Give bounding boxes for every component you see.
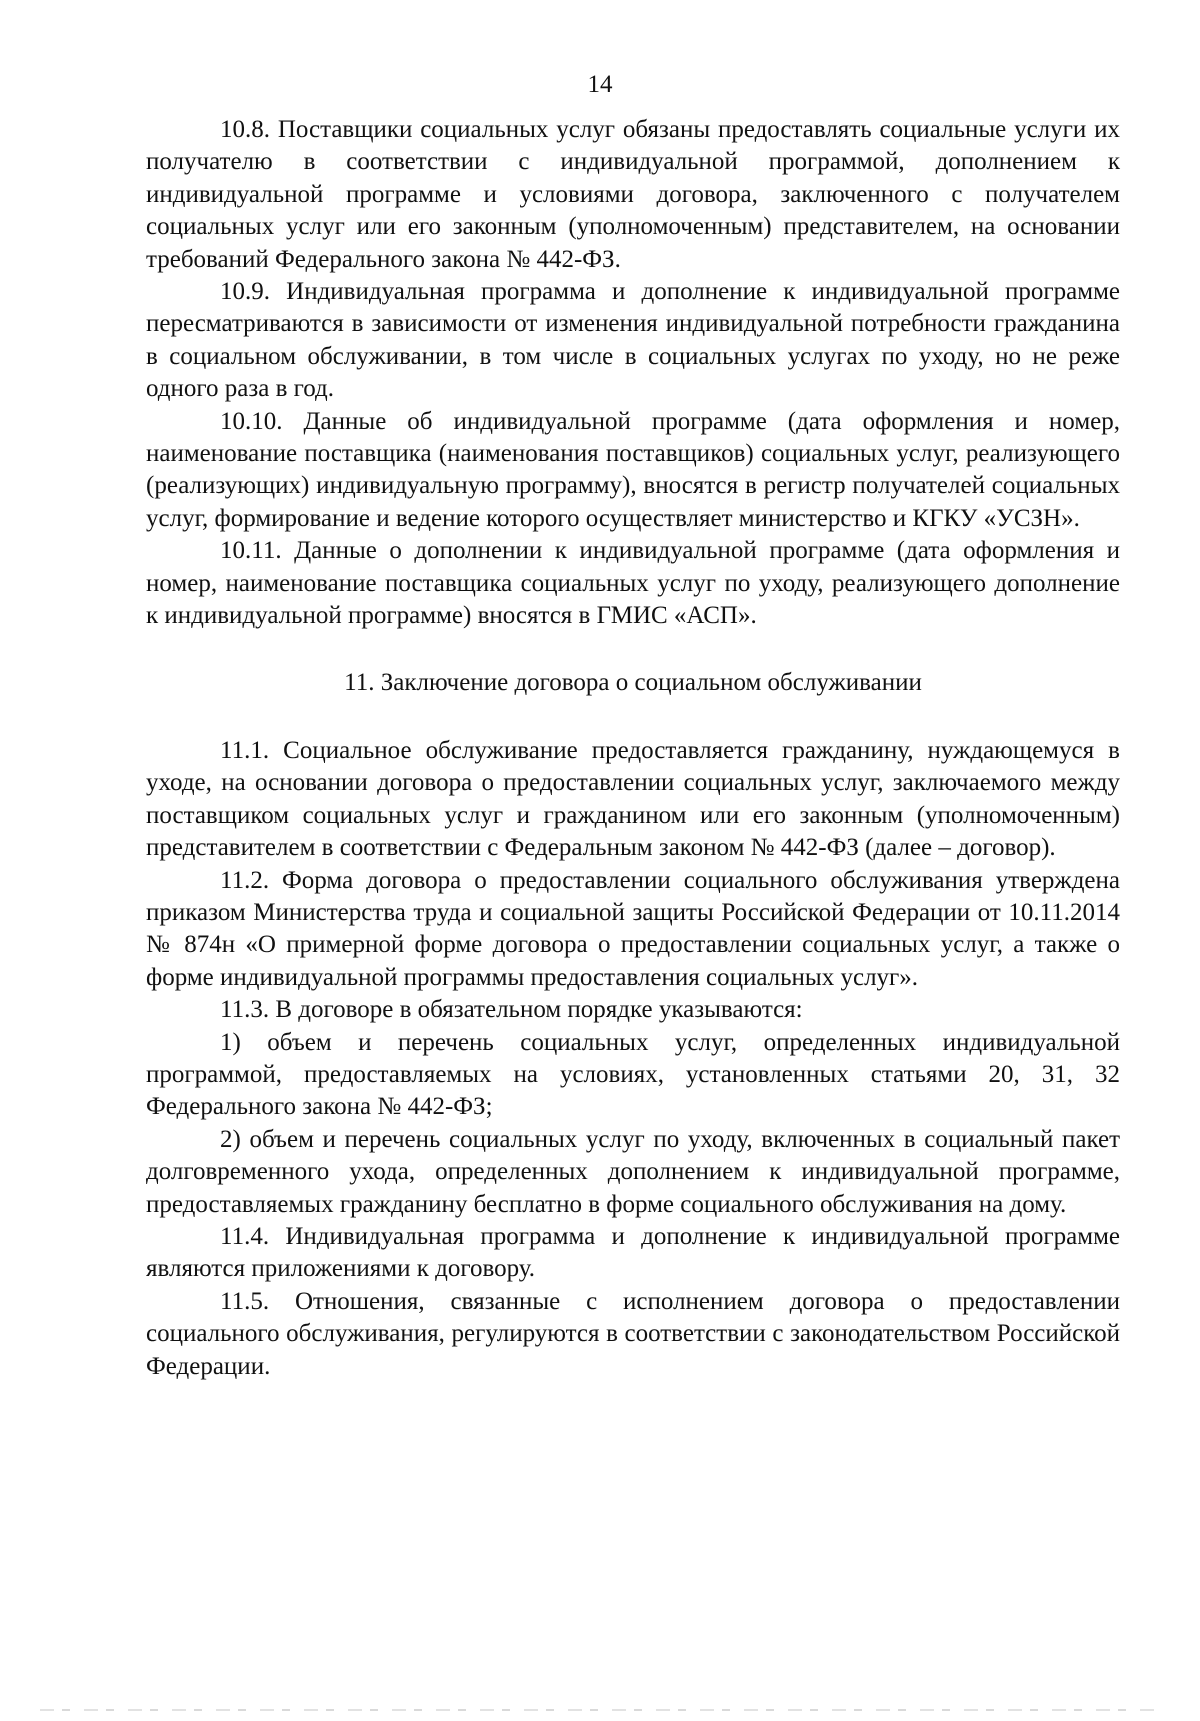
section-heading-11: 11. Заключение договора о социальном обслуживании — [344, 668, 922, 696]
paragraph-11-2: 11.2. Форма договора о предоставлении социального обслуживания утверждена приказом Министерства труда и социальной защиты Российской Федерации от 10.11.2014 № 874н «О примерной форме договора о предоставлении социальных услуг, а также о форме индивидуальной программы предоставления социальных услуг». — [146, 866, 1120, 991]
page-number: 14 — [587, 71, 613, 98]
paragraph-10-8: 10.8. Поставщики социальных услуг обязаны предоставлять социальные услуги их получателю в соответствии с индивидуальной программой, дополнением к индивидуальной программе и условиями договора, заключенного с получателем социальных услуг или его законным (уполномоченным) представителем, на основании требований Федерального закона № 442-ФЗ. — [146, 116, 1120, 273]
list-item-11-3-2: 2) объем и перечень социальных услуг по уходу, включенных в социальный пакет долговременного ухода, определенных дополнением к индивидуальной программе, предоставляемых гражданину бесплатно в форме социального обслуживания на дому. — [146, 1125, 1120, 1218]
paragraph-10-10: 10.10. Данные об индивидуальной программе (дата оформления и номер, наименование поставщика (наименования поставщиков) социальных услуг, реализующего (реализующих) индивидуальную программу), вносятся в регистр получателей социальных услуг, формирование и ведение которого осуществляет министерство и КГКУ «УСЗН». — [146, 407, 1120, 532]
paragraph-10-11: 10.11. Данные о дополнении к индивидуальной программе (дата оформления и номер, наименование поставщика социальных услуг по уходу, реализующего дополнение к индивидуальной программе) вносятся в ГМИС «АСП». — [146, 537, 1120, 630]
list-item-11-3-1: 1) объем и перечень социальных услуг, определенных индивидуальной программой, предоставляемых на условиях, установленных статьями 20, 31, 32 Федерального закона № 442-ФЗ; — [146, 1028, 1120, 1121]
paragraph-11-5: 11.5. Отношения, связанные с исполнением договора о предоставлении социального обслуживания, регулируются в соответствии с законодательством Российской Федерации. — [146, 1287, 1120, 1380]
paragraph-10-9: 10.9. Индивидуальная программа и дополнение к индивидуальной программе пересматриваются в зависимости от изменения индивидуальной потребности гражданина в социальном обслуживании, в том числе в социальных услугах по уходу, но не реже одного раза в год. — [146, 278, 1120, 403]
paragraph-11-4: 11.4. Индивидуальная программа и дополнение к индивидуальной программе являются приложениями к договору. — [146, 1223, 1120, 1283]
paragraph-11-1: 11.1. Социальное обслуживание предоставляется гражданину, нуждающемуся в уходе, на основании договора о предоставлении социальных услуг, заключаемого между поставщиком социальных услуг и гражданином или его законным (уполномоченным) представителем в соответствии с Федеральным законом № 442-ФЗ (далее – договор). — [146, 736, 1120, 862]
scan-edge-artifact — [40, 1709, 1160, 1711]
document-body — [146, 114, 1120, 1383]
paragraph-11-3: 11.3. В договоре в обязательном порядке указываются: — [220, 996, 803, 1024]
